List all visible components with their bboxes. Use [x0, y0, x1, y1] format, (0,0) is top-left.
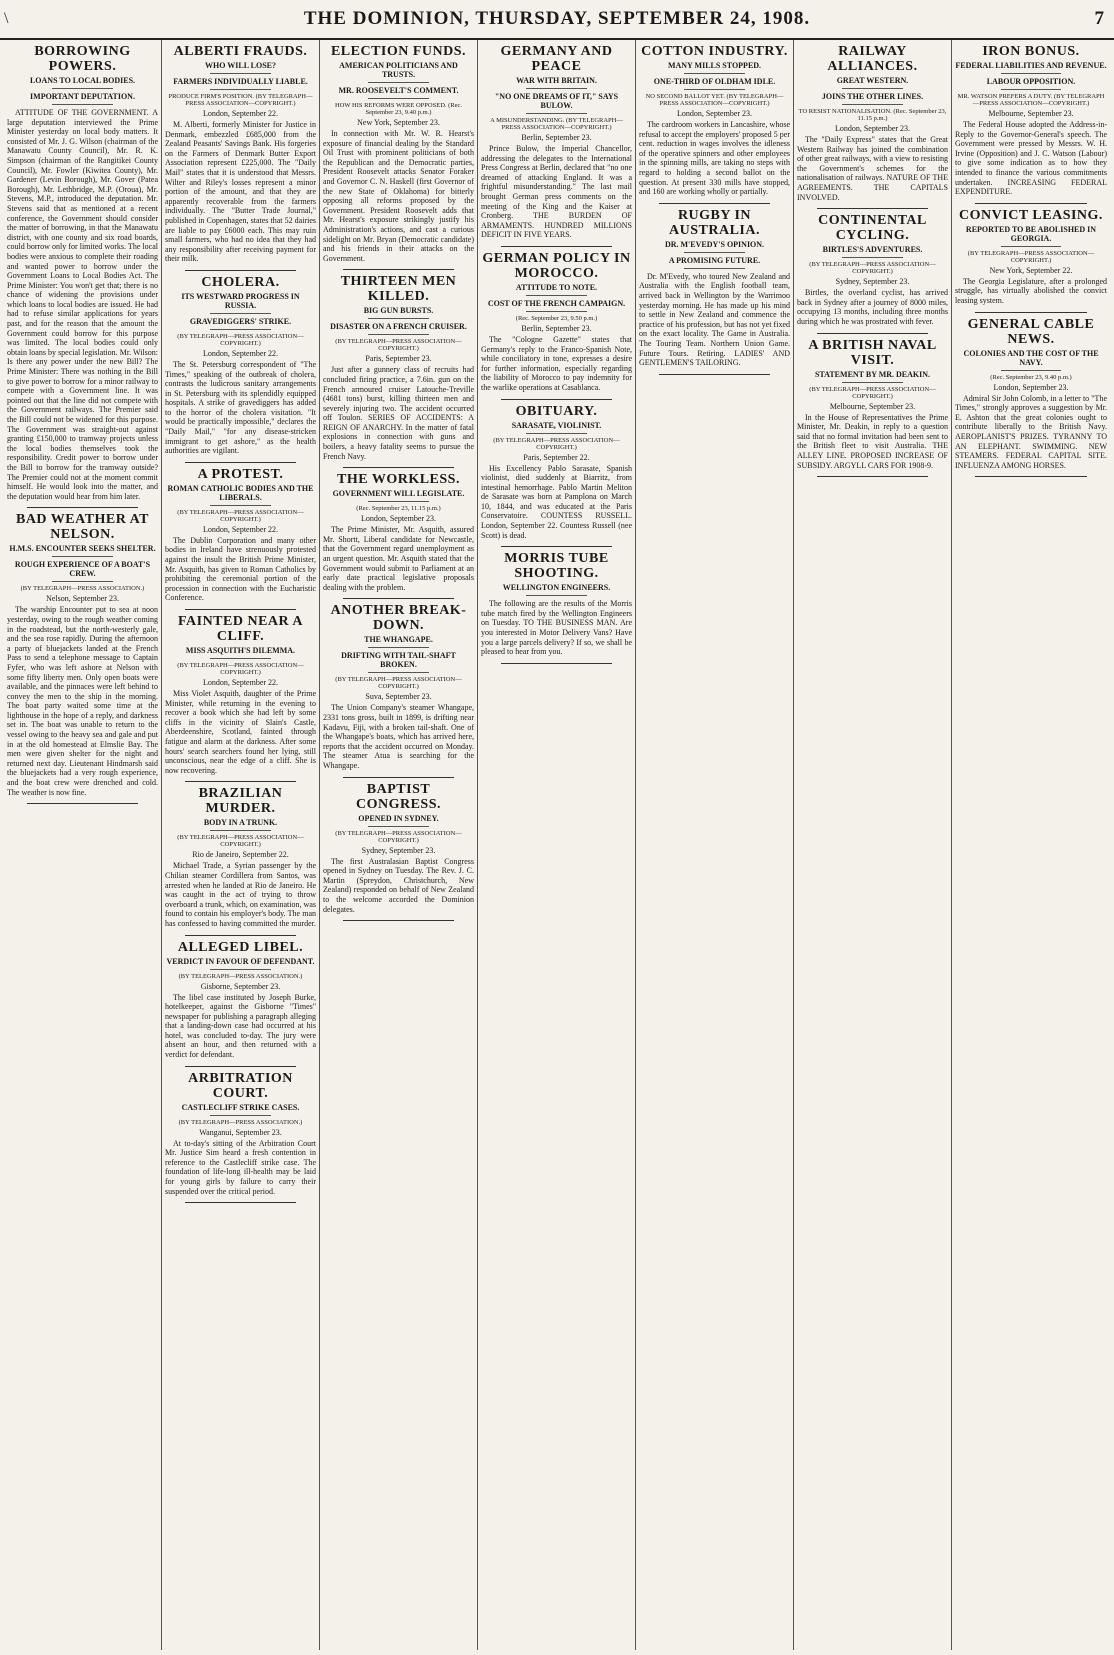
article [165, 44, 316, 264]
article-body: The warship Encounter put to sea at noon yesterday, owing to the rough weather coming in the roadstead, but the north-westerly gale, and the sea rose rapidly. During the afternoon a party of bluejackets landed at the French Pass to send a telephone message to Captain Fyfer, who was left ashore at Nelson with some fifty liberty men. Only open boats were available, and the pinnaces were left behind to convey the men to the ship in the morning. The boat party waited some time at the lighthouse in the hope of a reply, and darkness set in. The boat was unable to return to the vessel owing to the heavy sea and gale and put in at the old homestead at Elmslie Bay. The men were given shelter for the night and returned next day. Lieutenant Hindmarsh said the bluejackets had a very rough experience, and the boat crew were drenched and cold. The weather is now fine. [7, 605, 158, 797]
short-divider [526, 113, 586, 114]
article-subheading-secondary: A PROMISING FUTURE. [668, 255, 761, 265]
article-divider [185, 781, 296, 782]
article-subheading: ITS WESTWARD PROGRESS IN RUSSIA. [181, 291, 300, 310]
article [323, 603, 474, 770]
article [323, 472, 474, 592]
article-headline: RAILWAY ALLIANCES. [827, 44, 918, 74]
column-6 [794, 40, 952, 1650]
short-divider [1001, 89, 1062, 90]
article-dateline-source: (BY TELEGRAPH—PRESS ASSOCIATION—COPYRIGHT.) [809, 261, 936, 276]
article-dateline-source: MR. WATSON PREFERS A DUTY. (BY TELEGRAPH—PRESS ASSOCIATION—COPYRIGHT.) [957, 93, 1105, 107]
short-divider [210, 658, 270, 659]
article-dateline: Sydney, September 23. [835, 277, 910, 287]
masthead [0, 0, 1114, 40]
article-dateline: Berlin, September 23. [521, 133, 592, 142]
short-divider [842, 88, 902, 89]
short-divider [684, 73, 744, 74]
column-3 [320, 40, 478, 1650]
article-subheading-secondary: LABOUR OPPOSITION. [986, 77, 1076, 86]
article-divider [343, 598, 454, 599]
article [165, 467, 316, 603]
article-headline: A PROTEST. [197, 466, 284, 482]
article-dateline-source: (BY TELEGRAPH—PRESS ASSOCIATION—COPYRIGHT.) [177, 662, 304, 676]
article-subheading: WHO WILL LOSE? [205, 61, 276, 70]
short-divider [526, 595, 586, 596]
article-subheading: DR. M'EVEDY'S OPINION. [664, 239, 765, 249]
article-headline: RUGBY IN AUSTRALIA. [669, 207, 760, 238]
short-divider [842, 104, 902, 105]
article [481, 404, 632, 541]
article-divider [185, 270, 296, 271]
article-dateline: Melbourne, September 23. [988, 109, 1074, 118]
article [165, 1071, 316, 1197]
article-dateline: Gisborne, September 23. [200, 981, 281, 991]
article [481, 551, 632, 657]
article-dateline: Paris, September 22. [523, 452, 590, 462]
article-subheading-secondary: DRIFTING WITH TAIL-SHAFT BROKEN. [341, 651, 456, 670]
article-divider [659, 374, 770, 375]
article-subheading: THE WHANGAPE. [364, 635, 433, 645]
short-divider [210, 329, 270, 330]
article-headline: CONVICT LEASING. [959, 207, 1103, 223]
article-subheading: STATEMENT BY MR. DEAKIN. [814, 369, 931, 379]
page-number: 7 [1094, 8, 1104, 29]
short-divider [368, 672, 428, 673]
article-dateline-source: (Rec. September 23, 9.40 p.m.) [990, 373, 1072, 381]
article-divider [501, 246, 612, 247]
short-divider [52, 556, 112, 557]
article-dateline: New York, September 22. [989, 265, 1073, 275]
article-dateline: Paris, September 23. [365, 354, 432, 364]
article-headline: GERMANY AND PEACE [500, 44, 613, 74]
article-body: The Federal House adopted the Address-in-Reply to the Governor-General's speech. The Government were pressed by Messrs. W. H. Irvine (Opposition) and J. C. Watson (Labour) to give some indication as to how they intended to finance the various commitments undertaken. INCREASING FEDERAL EXPENDITURE. [955, 120, 1107, 197]
article [797, 213, 948, 326]
article-subheading-secondary: IMPORTANT DEPUTATION. [30, 92, 135, 101]
article-subheading: COLONIES AND THE COST OF THE NAVY. [963, 348, 1099, 367]
article-divider [659, 203, 770, 204]
article [7, 512, 158, 797]
column-7 [952, 40, 1110, 1650]
article-divider [501, 546, 612, 547]
article-headline: THIRTEEN MEN KILLED. [340, 274, 457, 305]
article-divider [185, 462, 296, 463]
short-divider [526, 433, 586, 434]
short-divider [684, 89, 744, 90]
article-subheading: H.M.S. ENCOUNTER SEEKS SHELTER. [9, 544, 156, 554]
article-divider [343, 777, 454, 778]
article-divider [185, 935, 296, 936]
article-dateline: Sydney, September 23. [361, 845, 436, 855]
article-subheading-secondary: COST OF THE FRENCH CAMPAIGN. [487, 298, 626, 308]
article-headline: ANOTHER BREAK-DOWN. [330, 603, 467, 634]
article-headline: BRAZILIAN MURDER. [198, 786, 283, 817]
column-2 [162, 40, 320, 1650]
article-divider [343, 920, 454, 921]
article-dateline-source: (BY TELEGRAPH—PRESS ASSOCIATION.) [20, 585, 145, 593]
article [323, 44, 474, 263]
article [165, 940, 316, 1060]
article-body: The "Daily Express" states that the Great Western Railway has joined the combination of other great railways, with a view to resisting the Government's schemes for the nationalisation of railways. NATURE OF THE AGREEMENTS. THE CAPITALS INVOLVED. [797, 135, 948, 202]
article-headline: ELECTION FUNDS. [330, 44, 467, 59]
article [323, 782, 474, 915]
article-divider [343, 467, 454, 468]
article-subheading: MISS ASQUITH'S DILEMMA. [185, 646, 296, 655]
short-divider [52, 88, 112, 89]
short-divider [210, 313, 270, 314]
short-divider [1001, 370, 1062, 371]
article-divider [27, 803, 138, 804]
article-subheading: BODY IN A TRUNK. [203, 818, 278, 828]
article-dateline: Melbourne, September 23. [829, 401, 916, 411]
article-divider [185, 1066, 296, 1067]
article-dateline: Rio de Janeiro, September 22. [192, 850, 289, 860]
short-divider [526, 311, 586, 312]
short-divider [1001, 73, 1062, 74]
article-body: The Union Company's steamer Whangape, 2331 tons gross, built in 1899, is drifting near Kadavu, Fiji, with a broken tail-shaft. One of the Whangape's boats, which has arrived here, reports that the accident occurred on Monday. The steamer Atua is searching for the Whangape. [323, 703, 474, 770]
article-subheading: LOANS TO LOCAL BODIES. [29, 76, 136, 85]
article-body: Prince Bulow, the Imperial Chancellor, addressing the delegates to the International Press Congress at Berlin, declared that "no one dreamed of attacking England. It was a frightful misunderstanding." The last mail brought German press comments on the meeting of the King and the Kaiser at Cronberg. THE BURDEN OF ARMAMENTS. HUNDRED MILLIONS DEFICIT IN FIVE YEARS. [481, 144, 632, 240]
article [639, 44, 790, 197]
article-subheading: BIRTLES'S ADVENTURES. [822, 245, 923, 255]
article-divider [817, 476, 928, 477]
newspaper-title: THE DOMINION, THURSDAY, SEPTEMBER 24, 1908. [303, 8, 811, 29]
article-divider [501, 399, 612, 400]
article-headline: BORROWING POWERS. [34, 44, 131, 74]
article-headline: A BRITISH NAVAL VISIT. [808, 337, 937, 368]
short-divider [210, 1115, 270, 1116]
column-4 [478, 40, 636, 1650]
article-dateline: London, September 23. [993, 382, 1069, 392]
article-body: Michael Trade, a Syrian passenger by the Chilian steamer Cordillera from Santos, was arrested when he landed at Rio de Janeiro. He was caught in the act of trying to throw overboard a trunk, which, on examination, was found to contain his employer's body. The man has confessed to having committed the murder. [165, 861, 316, 928]
article [165, 786, 316, 928]
article-dateline-source: (BY TELEGRAPH—PRESS ASSOCIATION.) [178, 972, 303, 980]
short-divider [684, 268, 744, 269]
article-body: Birtles, the overland cyclist, has arrived back in Sydney after a journey of 8000 miles, occupying 13 months, including three months during which he was prostrated with fever. [797, 288, 948, 326]
article-subheading: MANY MILLS STOPPED. [667, 61, 762, 70]
article-body: The Georgia Legislature, after a prolonged struggle, has virtually abolished the convict leasing system. [955, 276, 1107, 305]
column-5 [636, 40, 794, 1650]
article-body: Admiral Sir John Colomb, in a letter to "The Times," strongly approves a suggestion by Mr. E. Ashton that the great colonies ought to contribute liberally to the British Navy. AEROPLANIST'S PRIZES. TYRANNY TO AN ELEPHANT. SWIMMING. NEW STEAMERS. FEDERAL CAPITAL SITE. INFLUENZA AMONG HORSES. [955, 393, 1107, 470]
article-body: The Prime Minister, Mr. Asquith, assured Mr. Shortt, Liberal candidate for Newcastle, that the Government regard unemployment as an urgent question. Mr. Asquith stated that the Government would submit to Parliament at an early date practical legislative proposals dealing with the problem. [323, 525, 474, 592]
article-subheading: GREAT WESTERN. [836, 76, 909, 85]
article-dateline-source: PRODUCE FIRM'S POSITION. (BY TELEGRAPH—PRESS ASSOCIATION—COPYRIGHT.) [168, 93, 313, 107]
article-body: Dr. M'Evedy, who toured New Zealand and Australia with the English football team, arrived back in Wellington by the Warrimoo yesterday morning. He has made up his mind to settle in New Zealand and commence the practice of his profession, but has not yet fixed on the exact locality. The Game in Australia. The Touring Team. Northern Union Game. Future Tours. Retiring. LADIES' AND GENTLEMEN'S TAILORING. [639, 271, 790, 368]
short-divider [1001, 246, 1062, 247]
short-divider [368, 98, 428, 99]
article-divider [501, 663, 612, 664]
article-dateline-source: NO SECOND BALLOT YET. (BY TELEGRAPH—PRESS ASSOCIATION—COPYRIGHT.) [645, 93, 784, 107]
article-body: The Dublin Corporation and many other bodies in Ireland have strenuously protested against the insult the British Prime Minister, Mr. Asquith, has given to Roman Catholics by prohibiting the ceremonial portion of the procession in connection with the Eucharistic Conference. [165, 535, 316, 603]
article-divider [185, 1202, 296, 1203]
article-headline: CHOLERA. [201, 274, 280, 290]
article-subheading: REPORTED TO BE ABOLISHED IN GEORGIA. [965, 224, 1097, 243]
article-dateline: Wanganui, September 23. [199, 1127, 282, 1137]
article-subheading: WELLINGTON ENGINEERS. [502, 583, 611, 593]
article-headline: IRON BONUS. [982, 44, 1080, 59]
article [481, 44, 632, 240]
article-body: The St. Petersburg correspondent of "The Times," speaking of the outbreak of cholera, contrasts the ludicrous sanitary arrangements in St. Petersburg with its splendidly equipped hospitals. A strike of gravediggers has added to the horror of the cholera visitation. "It would be practically impossible," declares the "Daily Mail," "for any disease-stricken immigrant to get ashore," as the health authorities are vigilant. [165, 359, 316, 456]
article-body: Just after a gunnery class of recruits had concluded firing practice, a 7.6in. gun on the French armoured cruiser Latouche-Treville (4681 tons) burst, killing thirteen men and severely injuring two. The accident occurred off Toulon. SERIES OF ACCIDENTS: A REIGN OF ANARCHY. In the matter of fatal explosions in connection with guns and boilers, a heavy fatality seems to pursue the French Navy. [323, 365, 474, 461]
article-headline: MORRIS TUBE SHOOTING. [504, 551, 609, 582]
short-divider [210, 89, 270, 90]
article-body: The cardroom workers in Lancashire, whose refusal to accept the employers' proposed 5 per cent. reduction in wages involves the idleness of the operative spinners and other employees in the spinning mills, are taking no steps with regard to holding a second ballot on the question. At present 330 mills have stopped, and 160 are working wholly or partially. [639, 120, 790, 197]
article-headline: ARBITRATION COURT. [188, 1070, 293, 1101]
article-dateline-source: HOW HIS REFORMS WERE OPPOSED. (Rec. September 23, 9.40 p.m.) [334, 102, 463, 116]
article-subheading-secondary: ROUGH EXPERIENCE OF A BOAT'S CREW. [14, 560, 151, 579]
article-subheading-secondary: JOINS THE OTHER LINES. [821, 92, 924, 101]
article-divider [185, 609, 296, 610]
article-dateline: London, September 22. [202, 348, 279, 358]
article-body: Miss Violet Asquith, daughter of the Prime Minister, while returning in the evening to recover a book which she had left by some cliffs in the vicinity of Slain's Castle, Aberdeenshire, Scotland, fainted through fatigue and alarm at the darkness. After some hours' search searchers found her lying, still unconscious, near the edge of a cliff. She is now recovering. [165, 689, 316, 775]
short-divider [368, 334, 428, 335]
short-divider [210, 830, 270, 831]
article-headline: THE WORKLESS. [337, 472, 460, 488]
short-divider [210, 505, 270, 506]
article-dateline-source: (BY TELEGRAPH—PRESS ASSOCIATION—COPYRIGHT.) [177, 508, 304, 523]
article-dateline: London, September 23. [676, 109, 753, 118]
article-dateline-source: (BY TELEGRAPH—PRESS ASSOCIATION—COPYRIGHT.) [967, 249, 1095, 264]
article-headline: GERMAN POLICY IN MOROCCO. [482, 250, 631, 281]
article-subheading: FEDERAL LIABILITIES AND REVENUE. [955, 61, 1107, 70]
article-subheading-secondary: ONE-THIRD OF OLDHAM IDLE. [653, 77, 776, 86]
article-dateline: London, September 22. [202, 109, 279, 118]
article-subheading: ATTITUDE TO NOTE. [515, 282, 598, 292]
article [639, 208, 790, 368]
short-divider [368, 826, 428, 827]
article-divider [975, 476, 1087, 477]
article [955, 317, 1107, 471]
short-divider [526, 88, 586, 89]
article-headline: ALBERTI FRAUDS. [173, 44, 308, 59]
article-body: M. Alberti, formerly Minister for Justice in Denmark, embezzled £685,000 from the Zealand Peasants' Savings Bank. His forgeries on the Farmers of Denmark Butter Export Association represent £225,000. The "Daily Mail" states that it is understood that Messrs. Wilter and Riley's losses represent a minor portion of the amount, and that they are apparently recoverable from the farmers individually. The "Butter Trade Journal," published in Copenhagen, states that 52 dairies are liable to pay £6000 each. This may ruin small farmers, who had no idea that they had any responsibility after receiving payment for their milk. [165, 120, 316, 264]
article [955, 44, 1107, 197]
article-subheading-secondary: DISASTER ON A FRENCH CRUISER. [330, 322, 467, 332]
article-dateline: Berlin, September 23. [521, 323, 592, 333]
short-divider [368, 647, 428, 648]
columns [4, 40, 1110, 1650]
article-body: In the House of Representatives the Prime Minister, Mr. Deakin, in reply to a question said that no formal invitation had been sent to the British fleet to visit Australia. THE ALLEY LINE. PROPOSED INCREASE OF SUBSIDY. ARGYLL CARS FOR 1908-9. [797, 412, 948, 470]
article-headline: BAPTIST CONGRESS. [355, 781, 442, 812]
article-divider [817, 333, 928, 334]
article-divider [27, 507, 138, 508]
article-dateline-source: (BY TELEGRAPH—PRESS ASSOCIATION—COPYRIGHT.) [177, 332, 304, 347]
short-divider [842, 382, 902, 383]
short-divider [210, 969, 270, 970]
article-dateline-source: (BY TELEGRAPH—PRESS ASSOCIATION—COPYRIGHT.) [809, 385, 936, 400]
article-dateline-source: (BY TELEGRAPH—PRESS ASSOCIATION—COPYRIGHT.) [335, 829, 462, 844]
column-1 [4, 40, 162, 1650]
article-body: At to-day's sitting of the Arbitration Court Mr. Justice Sim heard a fresh contention in reference to the Castlecliff strike case. The foundation of life-long ill-health may be laid for young girls by failure to carry their suspended over the critical period. [165, 1138, 316, 1196]
article-dateline-source: (BY TELEGRAPH—PRESS ASSOCIATION.) [178, 1118, 303, 1126]
short-divider [368, 501, 428, 502]
article-subheading: VERDICT IN FAVOUR OF DEFENDANT. [166, 956, 315, 966]
article-divider [343, 269, 454, 270]
short-divider [52, 581, 112, 582]
article-divider [817, 208, 928, 209]
article-body: His Excellency Pablo Sarasate, Spanish violinist, died suddenly at Biarritz, from intestinal hemorrhage. Pablo Martin Meliton de Sarasate was born at Pamplona on March 10, 1844, and was educated at the Paris Conservatoire. COUNTESS RUSSELL. London, September 22. Countess Russell (nee Scott) is dead. [481, 463, 632, 540]
article-subheading: OPENED IN SYDNEY. [358, 813, 439, 823]
article-subheading-secondary: MR. ROOSEVELT'S COMMENT. [338, 86, 459, 95]
article-dateline: London, September 22. [202, 678, 279, 687]
article-subheading: GOVERNMENT WILL LEGISLATE. [332, 489, 465, 499]
article-subheading-secondary: FARMERS INDIVIDUALLY LIABLE. [173, 77, 308, 86]
article-headline: FAINTED NEAR A CLIFF. [178, 614, 303, 644]
short-divider [368, 82, 428, 83]
article-body: The first Australasian Baptist Congress opened in Sydney on Tuesday. The Rev. J. C. Martin (Spreydon, Christchurch, New Zealand) responded on behalf of New Zealand to the welcome accorded the Dominion delegates. [323, 856, 474, 914]
article-dateline-source: (Rec. September 23, 9.50 p.m.) [515, 314, 598, 322]
article-dateline: London, September 22. [202, 524, 279, 534]
article-subheading: AMERICAN POLITICIANS AND TRUSTS. [339, 61, 458, 79]
article-dateline: Nelson, September 23. [46, 594, 119, 604]
article-headline: CONTINENTAL CYCLING. [818, 213, 927, 244]
article-headline: GENERAL CABLE NEWS. [967, 316, 1095, 347]
article-dateline-source: (BY TELEGRAPH—PRESS ASSOCIATION—COPYRIGHT.) [335, 338, 462, 353]
article-headline: BAD WEATHER AT NELSON. [15, 512, 150, 543]
article-headline: COTTON INDUSTRY. [641, 44, 788, 59]
short-divider [210, 73, 270, 74]
short-divider [842, 257, 902, 258]
article-headline: ALLEGED LIBEL. [177, 939, 304, 955]
masthead-left-mark: \ [4, 10, 9, 27]
article-body: ATTITUDE OF THE GOVERNMENT. A large deputation interviewed the Prime Minister yesterday on local body matters. It consisted of Mr. J. G. Wilson (chairman of the Manawatu County Council), Mr. R. K. Simpson (chairman of the Rangitikei County Council), Mr. Fowler (Kiwitea County), Mr. Gardener (Levin Borough), Mr. Gover (Patea Borough), Mr. Lethbridge, M.P. (Oroua), Mr. Stevens, M.P., introduced the deputation. Mr. Stevens said that as mentioned at a recent conference, the Government should consider the matter of borrowing, in that the Manawatu district, with one county and six road boards, could borrow only for limited works. The local bodies were anxious to complete their roading and wanted power to borrow under the Government Loans to Local Bodies Act. The Prime Minister: You won't get that; there is no chance of widening the provisions under which loans to local bodies are issued. He had had to refuse similar applications for years past, and for the reason that the amount the Government could borrow for this purpose was limited. The local bodies could only obtain loans by special legislation. Mr. Wilson: Is there any power under the new Bill? The Prime Minister: There was nothing in the Bill to give power to borrow for a minor railway to compete with a Government line. It was pointed out that the line did not compete with the Government railways. The Premier said the Bill could not be widened for this purpose. The Government was straight-out against granting £150,000 to tramway projects unless the local bodies themselves took the responsibility. Credit power to borrow under the Bill to borrow for the tramway outside? The Premier could not at the moment commit himself. He would look into the matter, and the deputation would hear from him later. [7, 108, 158, 501]
article-subheading-secondary: GRAVEDIGGERS' STRIKE. [189, 316, 292, 326]
article-divider [975, 203, 1087, 204]
article-subheading: BIG GUN BURSTS. [363, 306, 434, 316]
article-subheading: SARASATE, VIOLINIST. [511, 420, 602, 430]
article-body: In connection with Mr. W. R. Hearst's exposure of financial dealing by the Standard Oil Trust with prominent politicians of both the Republican and the Democratic parties, President Roosevelt attacks Senator Foraker and Governor C. N. Haskell (first Governor of the new State of Oklahoma) for bitterly opposing all reforms proposed by the Government. President Roosevelt adds that Mr. Hearst's exposure strikingly justify his Administration's actions, and cast a curious sidelight on Mr. Bryan (Democratic candidate) and his friends in their attacks on the Government. [323, 129, 474, 263]
article-dateline-source: (BY TELEGRAPH—PRESS ASSOCIATION—COPYRIGHT.) [335, 676, 462, 691]
article-dateline-source: (Rec. September 23, 11.15 p.m.) [356, 505, 441, 513]
short-divider [52, 104, 112, 105]
article-dateline: London, September 23. [834, 124, 911, 133]
article-dateline-source: A MISUNDERSTANDING. (BY TELEGRAPH—PRESS ASSOCIATION—COPYRIGHT.) [490, 117, 623, 131]
article [481, 251, 632, 393]
article-dateline-source: (BY TELEGRAPH—PRESS ASSOCIATION—COPYRIGHT.) [493, 436, 620, 451]
article [7, 44, 158, 501]
article-body: The libel case instituted by Joseph Burke, hotelkeeper, against the Gisborne "Times" newspaper for publishing a paragraph alleging that a landing-down case had occurred at his hotel, was concluded to-day. The jury were absent an hour, and then returned with a verdict for defendant. [165, 992, 316, 1060]
article-dateline: London, September 23. [360, 514, 437, 524]
article [797, 44, 948, 202]
short-divider [526, 295, 586, 296]
article-dateline-source: TO RESIST NATIONALISATION. (Rec. September 23, 11.15 p.m.) [798, 108, 947, 122]
article-body: The "Cologne Gazette" states that Germany's reply to the Franco-Spanish Note, while conciliatory in tone, expresses a desire for further information, especially regarding the liability of Morocco to pay indemnity for the warlike operations at Casablanca. [481, 334, 632, 392]
article [797, 338, 948, 471]
article-divider [975, 312, 1087, 313]
article-headline: OBITUARY. [515, 403, 598, 419]
article [165, 614, 316, 775]
short-divider [368, 318, 428, 319]
article-dateline-source: (BY TELEGRAPH—PRESS ASSOCIATION—COPYRIGHT.) [177, 834, 304, 849]
article [323, 274, 474, 461]
article-subheading: CASTLECLIFF STRIKE CASES. [181, 1102, 300, 1112]
article-body: The following are the results of the Morris tube match fired by the Wellington Engineers on Tuesday. TO THE BUSINESS MAN. Are you interested in Motor Delivery Vans? Have you a large parcels delivery? If so, we shall be pleased to hear from you. [481, 599, 632, 657]
article [165, 275, 316, 456]
article-dateline: New York, September 23. [357, 118, 440, 127]
article-dateline: Suva, September 23. [365, 692, 432, 702]
article-subheading: ROMAN CATHOLIC BODIES AND THE LIBERALS. [167, 483, 314, 502]
article-subheading-secondary: "NO ONE DREAMS OF IT," SAYS BULOW. [494, 92, 619, 110]
article-subheading: WAR WITH BRITAIN. [516, 76, 597, 85]
article [955, 208, 1107, 306]
short-divider [684, 252, 744, 253]
